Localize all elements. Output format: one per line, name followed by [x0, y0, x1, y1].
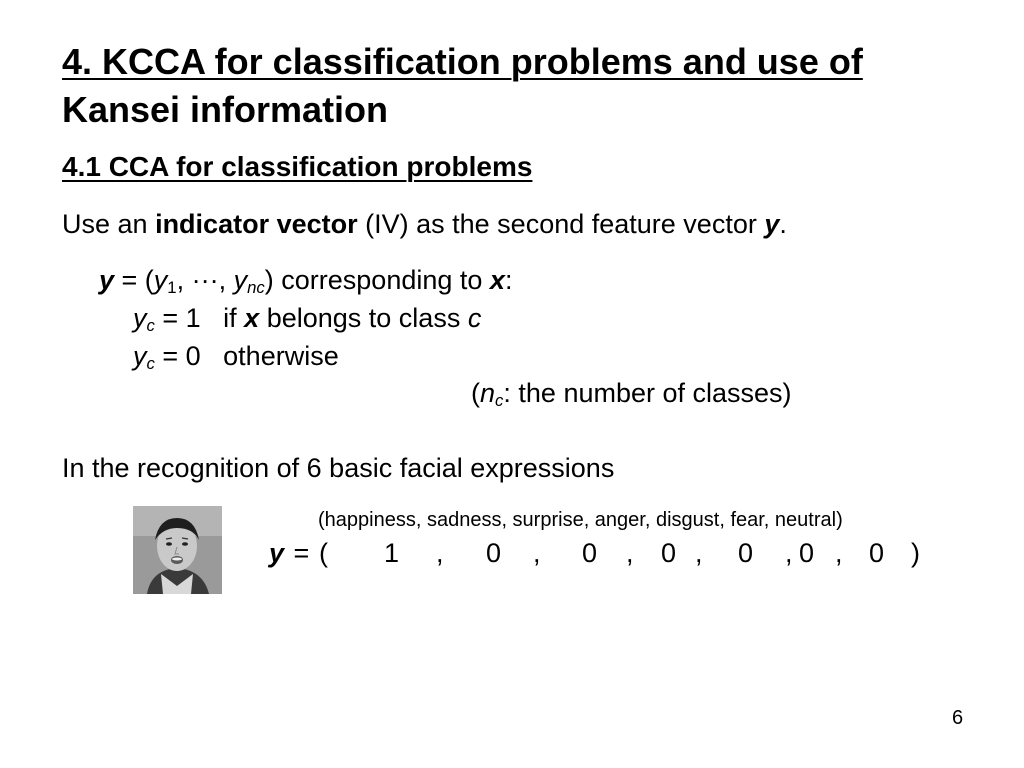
case-belongs: [133, 303, 481, 336]
def-y: y: [99, 265, 115, 295]
vector-comma-1: ,: [436, 538, 444, 568]
def-ync: y: [233, 265, 248, 295]
note-open: (: [471, 378, 480, 408]
indicator-vector-term: indicator vector: [155, 209, 358, 239]
vector-comma-3: ,: [626, 538, 634, 568]
vector-eq: =: [286, 538, 317, 568]
def-dots: , ···,: [176, 265, 234, 295]
definition-line: [99, 265, 512, 298]
note-rest: : the number of classes): [503, 378, 792, 408]
note-n: n: [480, 378, 496, 408]
case1-c: c: [467, 303, 482, 333]
intro-prefix: Use an: [62, 209, 156, 239]
title-line-1: 4. KCCA for classification problems and use of: [62, 41, 863, 82]
slide-title: [62, 38, 863, 134]
def-subnc: nc: [247, 278, 265, 298]
case1-eq: = 1 if: [154, 303, 245, 333]
def-eq-open: = (: [114, 265, 154, 295]
def-close-corr: ) corresponding to: [264, 265, 490, 295]
vector-y: y: [269, 538, 285, 568]
note-sub: c: [495, 391, 504, 411]
vector-comma-2: ,: [533, 538, 541, 568]
intro-suffix: .: [779, 209, 787, 239]
def-sub1: 1: [167, 278, 177, 298]
def-x: x: [489, 265, 505, 295]
vector-value-disgust: 0: [738, 538, 754, 568]
case2-sub: c: [146, 354, 155, 374]
intro-line: [62, 209, 787, 240]
vector-close-paren: ): [911, 538, 920, 568]
vector-open-paren: (: [319, 538, 328, 568]
vector-value-surprise: 0: [582, 538, 598, 568]
vector-value-fear: 0: [799, 538, 815, 568]
def-colon: :: [504, 265, 513, 295]
page-number: 6: [952, 707, 964, 729]
vector-value-anger: 0: [661, 538, 677, 568]
def-y1: y: [153, 265, 168, 295]
title-line-2: Kansei information: [62, 89, 389, 130]
vector-comma-5: ,: [785, 538, 793, 568]
expressions-list: (happiness, sadness, surprise, anger, disgust, fear, neutral): [318, 509, 843, 531]
vector-comma-6: ,: [835, 538, 843, 568]
intro-middle: (IV) as the second feature vector: [357, 209, 765, 239]
vector-comma-4: ,: [695, 538, 703, 568]
vector-value-sadness: 0: [486, 538, 502, 568]
vector-value-neutral: 0: [869, 538, 885, 568]
face-photo-drawing: [133, 506, 222, 594]
face-photo: [133, 506, 222, 594]
case1-x: x: [244, 303, 260, 333]
case1-sub: c: [146, 316, 155, 336]
case2-y: y: [133, 341, 147, 371]
intro-var-y: y: [764, 209, 780, 239]
recognition-line: In the recognition of 6 basic facial expressions: [62, 453, 615, 483]
classes-note: [471, 378, 792, 411]
vector-value-happiness: 1: [384, 538, 400, 568]
case2-eq: = 0 otherwise: [154, 341, 339, 371]
case-otherwise: [133, 341, 339, 374]
case1-y: y: [133, 303, 147, 333]
section-subtitle: 4.1 CCA for classification problems: [62, 151, 533, 182]
case1-rest: belongs to class: [259, 303, 468, 333]
